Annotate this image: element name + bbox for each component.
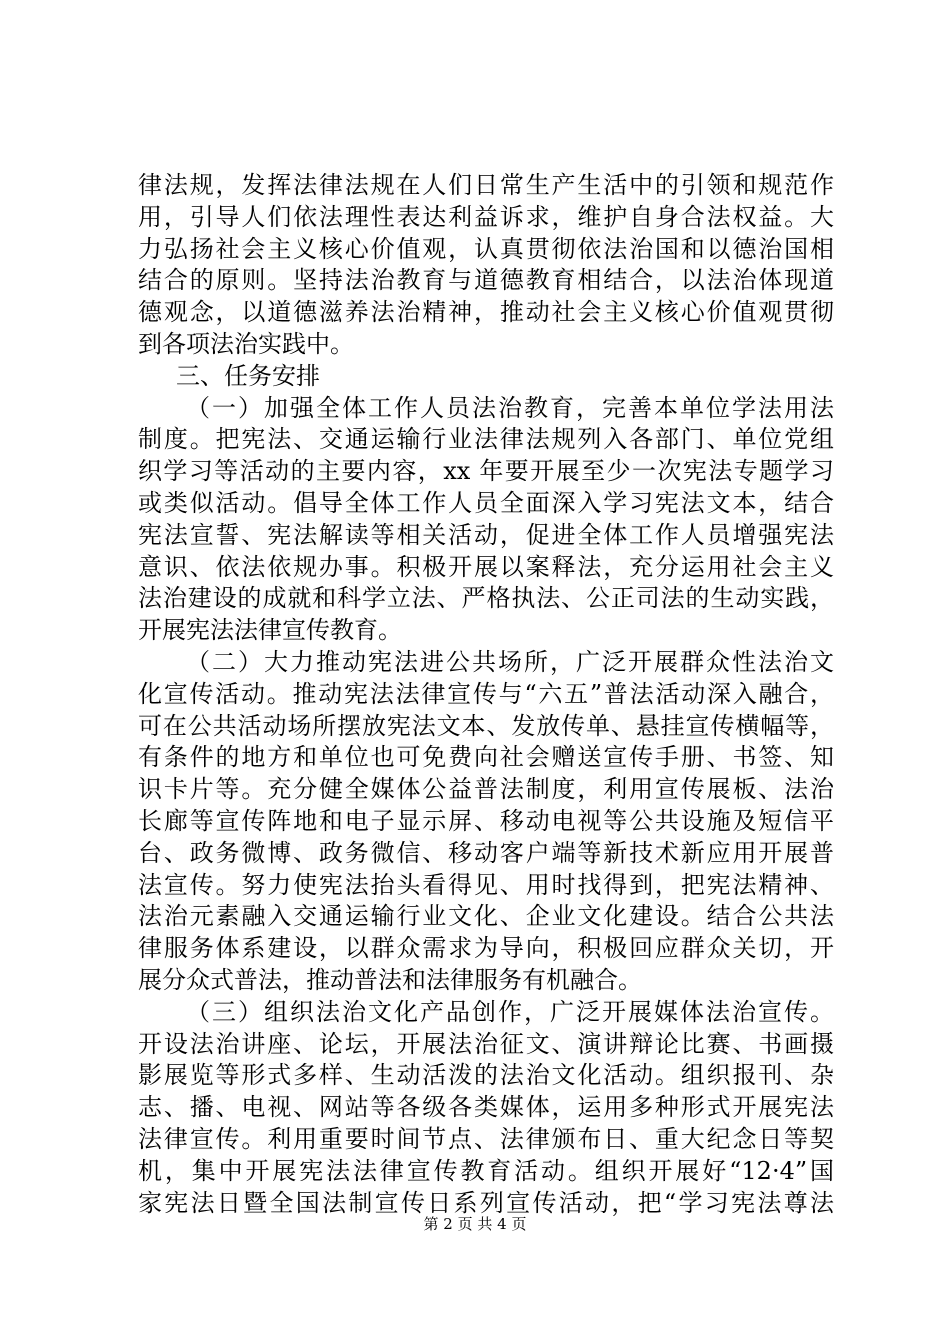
text-line: 法治建设的成就和科学立法、严格执法、公正司法的生动实践，	[138, 584, 834, 613]
document-body	[138, 170, 834, 1219]
paragraph-start-line: （二）大力推动宪法进公共场所，广泛开展群众性法治文	[186, 647, 834, 676]
page-number-footer: 第 2 页 共 4 页	[423, 1215, 527, 1233]
text-line: 家宪法日暨全国法制宣传日系列宣传活动，把“学习宪法尊法	[138, 1188, 834, 1217]
text-line: 开展宪法法律宣传教育。	[138, 616, 402, 645]
text-line: 识卡片等。充分健全媒体公益普法制度，利用宣传展板、法治	[138, 775, 834, 804]
text-line: 结合的原则。坚持法治教育与道德教育相结合，以法治体现道	[138, 266, 834, 295]
text-line: 可在公共活动场所摆放宪法文本、发放传单、悬挂宣传横幅等，	[138, 711, 834, 740]
text-line: 台、政务微博、政务微信、移动客户端等新技术新应用开展普	[138, 838, 834, 867]
text-line: 或类似活动。倡导全体工作人员全面深入学习宪法文本，结合	[138, 488, 834, 517]
text-line: 化宣传活动。推动宪法法律宣传与“六五”普法活动深入融合，	[138, 679, 834, 708]
text-line: 有条件的地方和单位也可免费向社会赠送宣传手册、书签、知	[138, 743, 834, 772]
text-line: 用，引导人们依法理性表达利益诉求，维护自身合法权益。大	[138, 202, 834, 231]
paragraph-start-line: （一）加强全体工作人员法治教育，完善本单位学法用法	[186, 393, 834, 422]
text-line: 宪法宣誓、宪法解读等相关活动，促进全体工作人员增强宪法	[138, 520, 834, 549]
text-line: 织学习等活动的主要内容，xx 年要开展至少一次宪法专题学习	[138, 457, 834, 486]
text-line: 法律宣传。利用重要时间节点、法律颁布日、重大纪念日等契	[138, 1124, 834, 1153]
text-line: 律服务体系建设，以群众需求为导向，积极回应群众关切，开	[138, 934, 834, 963]
text-line: 德观念，以道德滋养法治精神，推动社会主义核心价值观贯彻	[138, 298, 834, 327]
text-line: 影展览等形式多样、生动活泼的法治文化活动。组织报刊、杂	[138, 1061, 834, 1090]
text-line: 长廊等宣传阵地和电子显示屏、移动电视等公共设施及短信平	[138, 806, 834, 835]
text-line: 意识、依法依规办事。积极开展以案释法，充分运用社会主义	[138, 552, 834, 581]
text-line: 开设法治讲座、论坛，开展法治征文、演讲辩论比赛、书画摄	[138, 1029, 834, 1058]
text-line: 机，集中开展宪法法律宣传教育活动。组织开展好“12·4”国	[138, 1156, 834, 1185]
paragraph-start-line: （三）组织法治文化产品创作，广泛开展媒体法治宣传。	[186, 997, 834, 1026]
text-line: 制度。把宪法、交通运输行业法律法规列入各部门、单位党组	[138, 425, 834, 454]
text-line: 法宣传。努力使宪法抬头看得见、用时找得到，把宪法精神、	[138, 870, 834, 899]
text-line: 到各项法治实践中。	[138, 329, 354, 358]
text-line: 律法规，发挥法律法规在人们日常生产生活中的引领和规范作	[138, 171, 834, 199]
section-heading: 三、任务安排	[176, 361, 320, 390]
text-line: 展分众式普法，推动普法和法律服务有机融合。	[138, 965, 642, 994]
text-line: 法治元素融入交通运输行业文化、企业文化建设。结合公共法	[138, 902, 834, 931]
text-line: 力弘扬社会主义核心价值观，认真贯彻依法治国和以德治国相	[138, 234, 834, 263]
text-line: 志、播、电视、网站等各级各类媒体，运用多种形式开展宪法	[138, 1093, 834, 1122]
